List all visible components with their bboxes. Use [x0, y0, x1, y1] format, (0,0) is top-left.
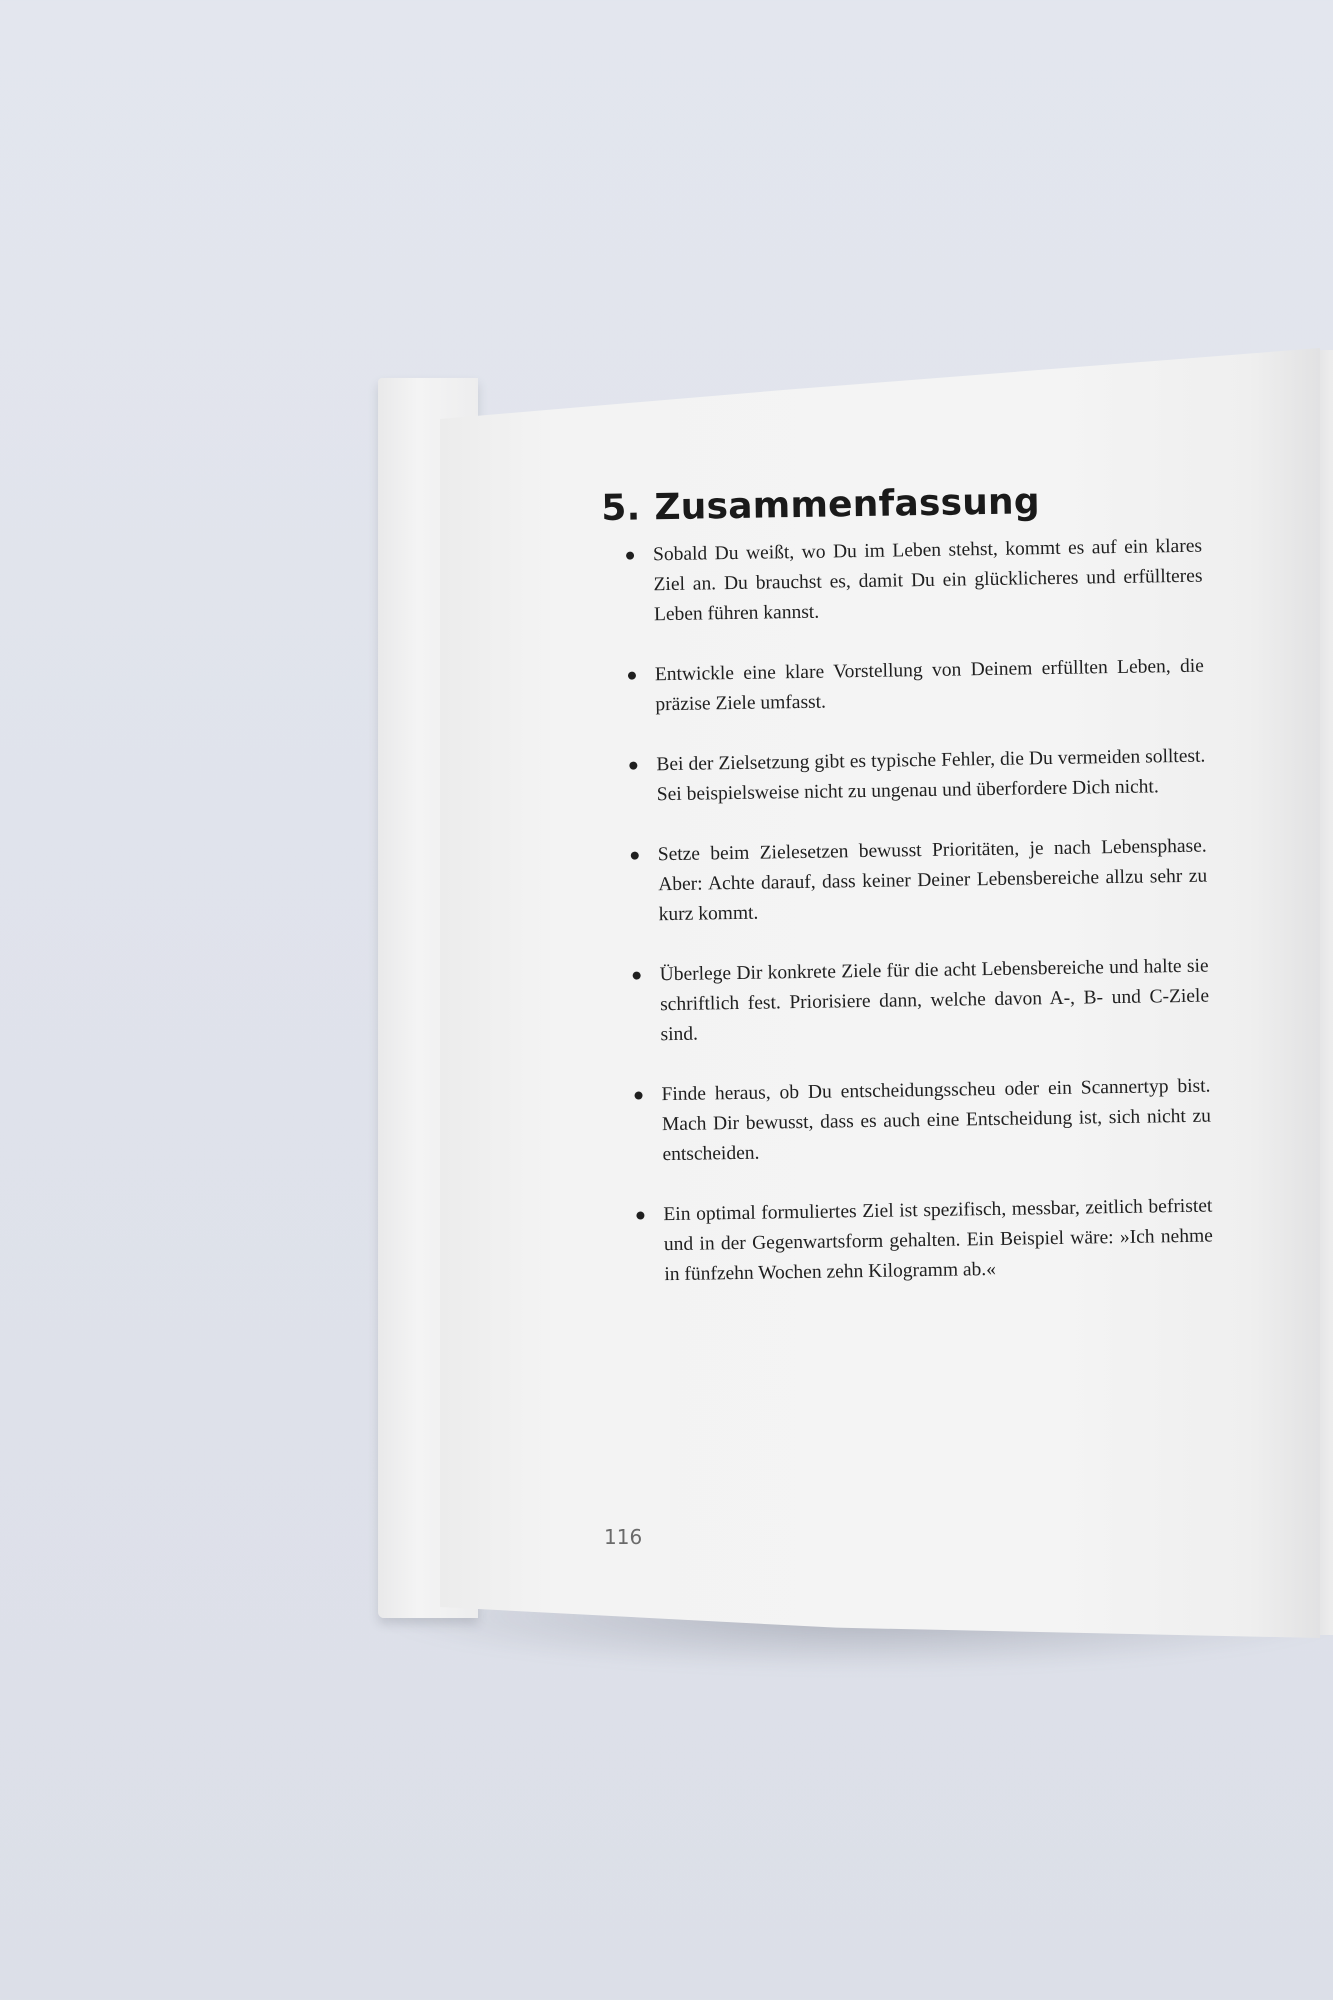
list-item-text: Entwickle eine klare Vorstellung von Deinem erfüllten Leben, die präzise Ziele umfasst. — [654, 655, 1205, 716]
bullet-dot-icon — [626, 552, 634, 560]
list-item — [608, 652, 1205, 721]
list-item-text: Finde heraus, ob Du entscheidungsscheu oder ein Scannertyp bist. Mach Dir bewusst, dass es auch eine Entscheidung ist, sich nicht zu entscheiden. — [661, 1075, 1212, 1166]
list-item-text: Überlege Dir konkrete Ziele für die acht Lebensbereiche und halte sie schriftlich fest. Priorisiere dann, welche davon A-, B- und C-Ziele sind. — [659, 955, 1210, 1046]
chapter-number: 5. — [601, 487, 641, 530]
list-item-text: Sobald Du weißt, wo Du im Leben stehst, kommt es auf ein klares Ziel an. Du brauchst es, damit Du ein glücklicheres und erfüllteres Leben führen kannst. — [652, 535, 1203, 626]
bullet-dot-icon — [628, 672, 636, 680]
bullet-dot-icon — [633, 972, 641, 980]
list-item — [611, 832, 1208, 931]
bullet-dot-icon — [634, 1091, 642, 1099]
page-content — [601, 479, 1214, 1321]
chapter-title: Zusammenfassung — [654, 481, 1041, 529]
list-item-text: Setze beim Zielesetzen bewusst Prioritäten, je nach Lebensphase. Aber: Achte darauf, dass keiner Deiner Lebensbereiche allzu sehr zu kurz kommt. — [657, 835, 1208, 926]
bullet-dot-icon — [631, 852, 639, 860]
list-item — [609, 742, 1206, 811]
list-item-text: Ein optimal formuliertes Ziel ist spezifisch, messbar, zeitlich befristet und in der Gegenwartsform gehalten. Ein Beispiel wäre: »Ich nehme in fünfzehn Wochen zehn Kilogramm ab.« — [663, 1195, 1213, 1286]
bullet-dot-icon — [629, 762, 637, 770]
list-item — [606, 532, 1203, 631]
bullet-dot-icon — [636, 1211, 644, 1219]
chapter-heading — [601, 479, 1202, 529]
summary-list — [606, 532, 1214, 1291]
list-item — [614, 1072, 1211, 1171]
page-number: 116 — [604, 1525, 643, 1549]
list-item — [612, 952, 1209, 1051]
list-item — [616, 1192, 1213, 1291]
list-item-text: Bei der Zielsetzung gibt es typische Fehler, die Du vermeiden solltest. Sei beispielsweise nicht zu ungenau und überfordere Dich nicht. — [656, 745, 1206, 806]
